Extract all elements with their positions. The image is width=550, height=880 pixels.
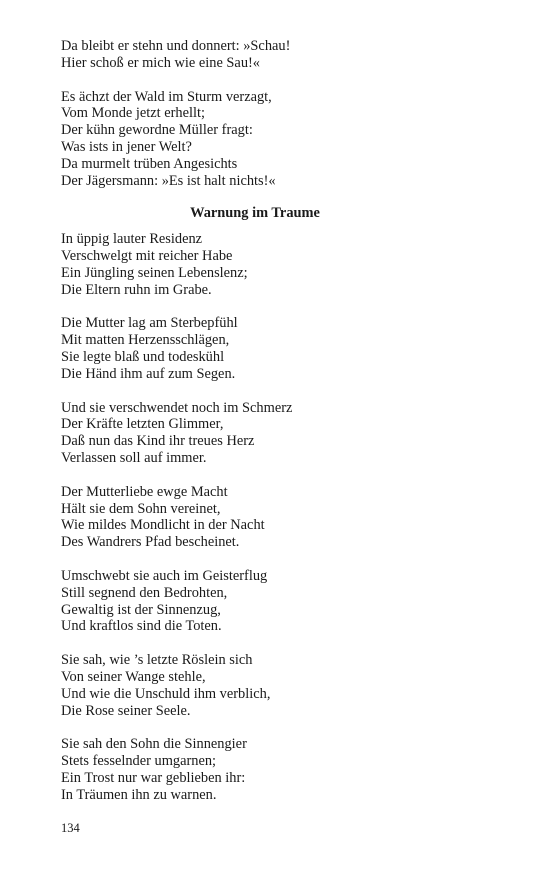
verse-line: Es ächzt der Wald im Sturm verzagt, <box>61 88 272 105</box>
stanza <box>61 231 501 298</box>
verse-line: Und sie verschwendet noch im Schmerz <box>61 399 293 416</box>
verse-line: Ein Jüngling seinen Lebenslenz; <box>61 264 248 281</box>
verse-line: Hier schoß er mich wie eine Sau!« <box>61 54 261 71</box>
verse-line: Hält sie dem Sohn vereinet, <box>61 500 221 517</box>
verse-line: Des Wandrers Pfad bescheinet. <box>61 534 240 551</box>
verse-line: Der Mutterliebe ewge Macht <box>61 483 228 500</box>
verse-line: Still segnend den Bedrohten, <box>61 584 228 601</box>
stanza <box>61 400 501 467</box>
verse-line: Da murmelt trüben Angesichts <box>61 155 238 172</box>
verse-line: Verlassen soll auf immer. <box>61 449 207 466</box>
verse-line: Sie sah den Sohn die Sinnengier <box>61 736 247 753</box>
verse-line: Und kraftlos sind die Toten. <box>61 618 222 635</box>
verse-line: Und wie die Unschuld ihm verblich, <box>61 685 271 702</box>
verse-line: Der Jägersmann: »Es ist halt nichts!« <box>61 172 276 189</box>
verse-line: Die Händ ihm auf zum Segen. <box>61 365 236 382</box>
page-body <box>61 38 501 803</box>
verse-line: Sie legte blaß und todeskühl <box>61 348 225 365</box>
poem-title: Warnung im Traume <box>190 205 320 222</box>
verse-line: Da bleibt er stehn und donnert: »Schau! <box>61 38 291 54</box>
stanza <box>61 484 501 551</box>
stanza <box>61 568 501 635</box>
stanza <box>61 89 501 190</box>
verse-line: In Träumen ihn zu warnen. <box>61 786 217 803</box>
verse-line: Die Eltern ruhn im Grabe. <box>61 281 212 298</box>
verse-line: Stets fesselnder umgarnen; <box>61 753 217 770</box>
stanza <box>61 652 501 719</box>
verse-line: Mit matten Herzensschlägen, <box>61 332 230 349</box>
verse-line: Von seiner Wange stehle, <box>61 668 206 685</box>
verse-line: Gewaltig ist der Sinnenzug, <box>61 601 221 618</box>
verse-line: Der Kräfte letzten Glimmer, <box>61 416 224 433</box>
stanza <box>61 736 501 803</box>
page-number: 134 <box>61 821 80 835</box>
verse-line: Der kühn gewordne Müller fragt: <box>61 122 253 139</box>
verse-line: Sie sah, wie ’s letzte Röslein sich <box>61 652 253 669</box>
verse-line: In üppig lauter Residenz <box>61 231 203 248</box>
verse-line: Vom Monde jetzt erhellt; <box>61 105 206 122</box>
verse-line: Umschwebt sie auch im Geisterflug <box>61 567 268 584</box>
verse-line: Daß nun das Kind ihr treues Herz <box>61 433 255 450</box>
verse-line: Die Rose seiner Seele. <box>61 702 191 719</box>
verse-line: Verschwelgt mit reicher Habe <box>61 247 233 264</box>
verse-line: Ein Trost nur war geblieben ihr: <box>61 769 246 786</box>
verse-line: Die Mutter lag am Sterbepfühl <box>61 315 238 332</box>
verse-line: Was ists in jener Welt? <box>61 138 192 155</box>
stanza <box>61 38 501 72</box>
stanza <box>61 315 501 382</box>
verse-line: Wie mildes Mondlicht in der Nacht <box>61 517 265 534</box>
